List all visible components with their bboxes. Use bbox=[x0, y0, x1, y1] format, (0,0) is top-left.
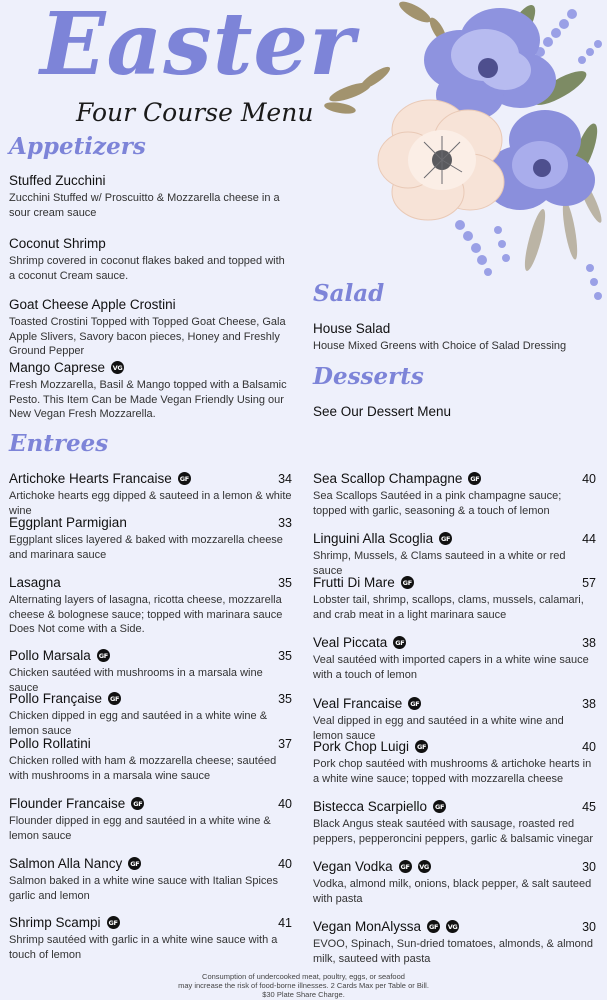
menu-item-veal-piccata bbox=[313, 634, 596, 682]
item-description: Black Angus steak sautéed with sausage, roasted red peppers, pepperoncini peppers, garlic & balsamic vinegar bbox=[313, 818, 594, 845]
menu-item-stuffed-zucchini bbox=[9, 172, 292, 220]
menu-item-linguini-alla-scoglia bbox=[313, 530, 596, 578]
item-description: Zucchini Stuffed w/ Proscuitto & Mozzarella cheese in a sour cream sauce bbox=[9, 192, 280, 219]
item-name: Vegan MonAlyssa bbox=[313, 919, 422, 934]
item-name: Sea Scallop Champagne bbox=[313, 471, 463, 486]
gf-badge-icon: GF bbox=[97, 649, 110, 662]
item-description: Alternating layers of lasagna, ricotta cheese, mozzarella cheese & bolognese sauce; topped with marinara sauce bbox=[9, 594, 283, 621]
item-price: 35 bbox=[278, 691, 292, 706]
menu-item-eggplant-parmigian bbox=[9, 514, 292, 562]
item-name: Vegan Vodka bbox=[313, 859, 393, 874]
item-name: Linguini Alla Scoglia bbox=[313, 531, 434, 546]
item-name: Pollo Française bbox=[9, 691, 103, 706]
item-name: Bistecca Scarpiello bbox=[313, 799, 428, 814]
menu-item-flounder-francaise bbox=[9, 795, 292, 843]
item-name: Stuffed Zucchini bbox=[9, 173, 106, 188]
item-name: Frutti Di Mare bbox=[313, 575, 395, 590]
item-note: Does Not come with a Side. bbox=[9, 623, 145, 635]
item-name: Eggplant Parmigian bbox=[9, 515, 127, 530]
item-price: 35 bbox=[278, 648, 292, 663]
item-price: 38 bbox=[582, 696, 596, 711]
item-name: Goat Cheese Apple Crostini bbox=[9, 297, 176, 312]
item-description: Shrimp covered in coconut flakes baked and topped with a coconut Cream sauce. bbox=[9, 255, 285, 282]
menu-item-mango-caprese bbox=[9, 359, 292, 422]
item-price: 40 bbox=[582, 471, 596, 486]
item-price: 38 bbox=[582, 635, 596, 650]
item-name: Shrimp Scampi bbox=[9, 915, 101, 930]
item-description: Toasted Crostini Topped with Topped Goat Cheese, Gala Apple Slivers, Savory bacon pieces, Honey and Freshly Ground Pepper bbox=[9, 316, 286, 357]
gf-badge-icon: GF bbox=[415, 740, 428, 753]
item-description: Shrimp, Mussels, & Clams sauteed in a white or red sauce bbox=[313, 550, 566, 577]
gf-badge-icon: GF bbox=[107, 916, 120, 929]
gf-badge-icon: GF bbox=[427, 920, 440, 933]
item-description: Chicken sautéed with mushrooms in a marsala wine sauce bbox=[9, 667, 263, 694]
footer-line: Consumption of undercooked meat, poultry, eggs, or seafood bbox=[202, 972, 405, 981]
item-name: Flounder Francaise bbox=[9, 796, 126, 811]
item-price: 30 bbox=[582, 919, 596, 934]
item-description: Pork chop sautéed with mushrooms & artichoke hearts in a white wine sauce; topped with mozzarella cheese bbox=[313, 758, 592, 785]
item-description: Lobster tail, shrimp, scallops, clams, mussels, calamari, and crab meat in a light marinara sauce bbox=[313, 594, 584, 621]
item-description: Veal dipped in egg and sautéed in a white wine and lemon sauce bbox=[313, 715, 564, 742]
item-name: Pollo Rollatini bbox=[9, 736, 91, 751]
item-description: EVOO, Spinach, Sun-dried tomatoes, almonds, & almond milk, sauteed with pasta bbox=[313, 938, 594, 965]
menu-subtitle: Four Course Menu bbox=[76, 98, 314, 127]
menu-item-house-salad bbox=[313, 320, 596, 354]
item-price: 35 bbox=[278, 575, 292, 590]
menu-item-dessert-menu bbox=[313, 403, 596, 420]
item-name: Veal Piccata bbox=[313, 635, 388, 650]
item-description: Chicken dipped in egg and sautéed in a white wine & lemon sauce bbox=[9, 710, 268, 737]
item-price: 33 bbox=[278, 515, 292, 530]
menu-item-goat-cheese-crostini bbox=[9, 296, 292, 359]
menu-item-pollo-rollatini bbox=[9, 735, 292, 783]
menu-item-sea-scallop-champagne bbox=[313, 470, 596, 518]
menu-item-frutti-di-mare bbox=[313, 574, 596, 622]
item-price: 40 bbox=[278, 796, 292, 811]
item-description: Veal sautéed with imported capers in a white wine sauce with a touch of lemon bbox=[313, 654, 589, 681]
item-price: 57 bbox=[582, 575, 596, 590]
item-price: 45 bbox=[582, 799, 596, 814]
item-name: Coconut Shrimp bbox=[9, 236, 106, 251]
salad-heading: Salad bbox=[313, 280, 385, 307]
flower-bouquet-icon bbox=[320, 0, 607, 310]
item-description: Salmon baked in a white wine sauce with Italian Spices garlic and lemon bbox=[9, 875, 279, 902]
item-price: 40 bbox=[582, 739, 596, 754]
menu-item-salmon-alla-nancy bbox=[9, 855, 292, 903]
entrees-heading: Entrees bbox=[9, 430, 109, 457]
item-price: 41 bbox=[278, 915, 292, 930]
item-name: Mango Caprese bbox=[9, 360, 106, 375]
item-description: Fresh Mozzarella, Basil & Mango topped with a Balsamic Pesto. This Item Can be Made Vegan Friendly Using our New Vegan Fresh Mozzarella. bbox=[9, 379, 287, 420]
item-name: Pork Chop Luigi bbox=[313, 739, 410, 754]
gf-badge-icon: GF bbox=[468, 472, 481, 485]
item-description: Vodka, almond milk, onions, black pepper, & salt sauteed with pasta bbox=[313, 878, 592, 905]
item-name: Salmon Alla Nancy bbox=[9, 856, 123, 871]
menu-item-bistecca-scarpiello bbox=[313, 798, 596, 846]
item-description: House Mixed Greens with Choice of Salad Dressing bbox=[313, 340, 567, 352]
gf-badge-icon: GF bbox=[399, 860, 412, 873]
menu-item-shrimp-scampi bbox=[9, 914, 292, 962]
menu-item-lasagna bbox=[9, 574, 292, 637]
gf-badge-icon: GF bbox=[439, 532, 452, 545]
footer-line: may increase the risk of food-borne illnesses. 2 Cards Max per Table or Bill. bbox=[178, 981, 429, 990]
item-description: Chicken rolled with ham & mozzarella cheese; sautéed with mushrooms in a marsala wine sauce bbox=[9, 755, 277, 782]
item-name: See Our Dessert Menu bbox=[313, 404, 452, 419]
item-description: Flounder dipped in egg and sautéed in a white wine & lemon sauce bbox=[9, 815, 271, 842]
item-name: Veal Francaise bbox=[313, 696, 403, 711]
gf-badge-icon: GF bbox=[401, 576, 414, 589]
item-price: 40 bbox=[278, 856, 292, 871]
gf-badge-icon: GF bbox=[131, 797, 144, 810]
menu-item-vegan-monalyssa bbox=[313, 918, 596, 966]
menu-title: Easter bbox=[40, 0, 356, 95]
appetizers-heading: Appetizers bbox=[9, 133, 146, 160]
menu-item-coconut-shrimp bbox=[9, 235, 292, 283]
item-description: Shrimp sautéed with garlic in a white wine sauce with a touch of lemon bbox=[9, 934, 278, 961]
item-name: Artichoke Hearts Francaise bbox=[9, 471, 172, 486]
item-description: Sea Scallops Sautéed in a pink champagne sauce; topped with garlic, seasoning & a touch of lemon bbox=[313, 490, 562, 517]
item-name: Pollo Marsala bbox=[9, 648, 91, 663]
item-description: Eggplant slices layered & baked with mozzarella cheese and marinara sauce bbox=[9, 534, 283, 561]
desserts-heading: Desserts bbox=[313, 363, 424, 390]
menu-item-vegan-vodka bbox=[313, 858, 596, 906]
gf-badge-icon: GF bbox=[433, 800, 446, 813]
gf-badge-icon: GF bbox=[108, 692, 121, 705]
footer-disclaimer bbox=[0, 972, 607, 999]
menu-item-veal-francaise bbox=[313, 695, 596, 743]
gf-badge-icon: GF bbox=[128, 857, 141, 870]
item-description: Artichoke hearts egg dipped & sauteed in a lemon & white wine bbox=[9, 490, 292, 517]
item-price: 34 bbox=[278, 471, 292, 486]
menu-item-pork-chop-luigi bbox=[313, 738, 596, 786]
gf-badge-icon: GF bbox=[178, 472, 191, 485]
menu-item-pollo-marsala bbox=[9, 647, 292, 695]
vg-badge-icon: VG bbox=[418, 860, 431, 873]
gf-badge-icon: GF bbox=[393, 636, 406, 649]
vg-badge-icon: VG bbox=[446, 920, 459, 933]
item-name: Lasagna bbox=[9, 575, 61, 590]
gf-badge-icon: GF bbox=[408, 697, 421, 710]
vg-badge-icon: VG bbox=[111, 361, 124, 374]
menu-item-pollo-francaise bbox=[9, 690, 292, 738]
item-price: 44 bbox=[582, 531, 596, 546]
item-price: 30 bbox=[582, 859, 596, 874]
item-price: 37 bbox=[278, 736, 292, 751]
menu-item-artichoke-francaise bbox=[9, 470, 292, 518]
footer-line: $30 Plate Share Charge. bbox=[262, 990, 345, 999]
item-name: House Salad bbox=[313, 321, 391, 336]
